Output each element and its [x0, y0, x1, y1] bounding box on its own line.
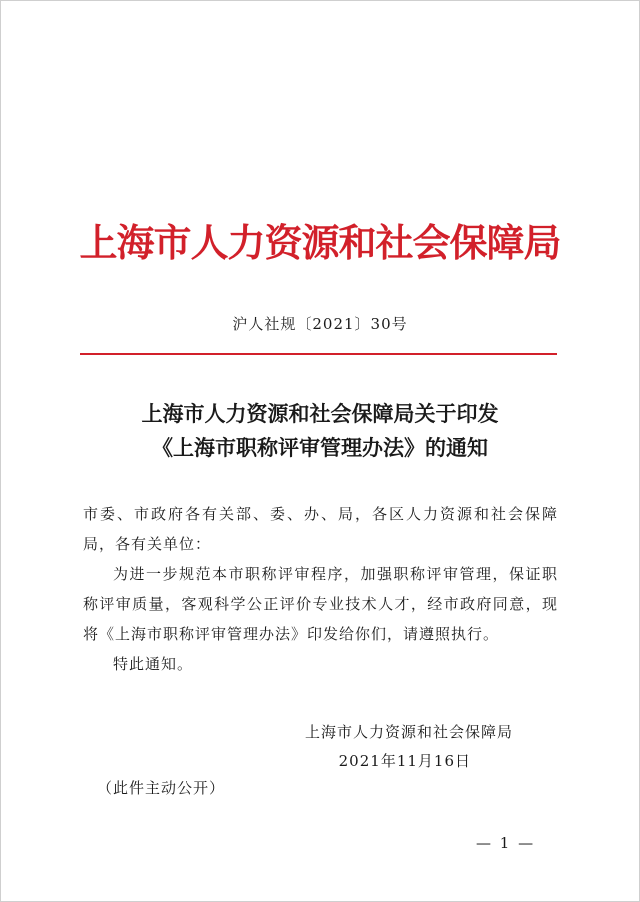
closing-line: 特此通知。 [113, 655, 194, 673]
agency-title: 上海市人力资源和社会保障局 [79, 220, 561, 265]
notice-title-line-1: 上海市人力资源和社会保障局关于印发 [141, 401, 499, 426]
disclosure-note: （此件主动公开） [97, 779, 226, 797]
red-divider-line [80, 353, 557, 355]
notice-title-line-2: 《上海市职称评审管理办法》的通知 [152, 435, 488, 460]
document-number: 沪人社规〔2021〕30号 [232, 315, 408, 333]
signature-organization: 上海市人力资源和社会保障局 [304, 723, 513, 741]
notice-title [1, 397, 639, 465]
page-number: — 1 — [476, 834, 536, 852]
recipients: 市委、市政府各有关部、委、办、局，各区人力资源和社会保障局，各有关单位： [83, 505, 558, 553]
notice-body [83, 499, 558, 679]
body-paragraph: 为进一步规范本市职称评审程序，加强职称评审管理，保证职称评审质量，客观科学公正评价专业技术人才，经市政府同意，现将《上海市职称评审管理办法》印发给你们，请遵照执行。 [83, 565, 558, 643]
signature-date: 2021年11月16日 [338, 752, 471, 770]
